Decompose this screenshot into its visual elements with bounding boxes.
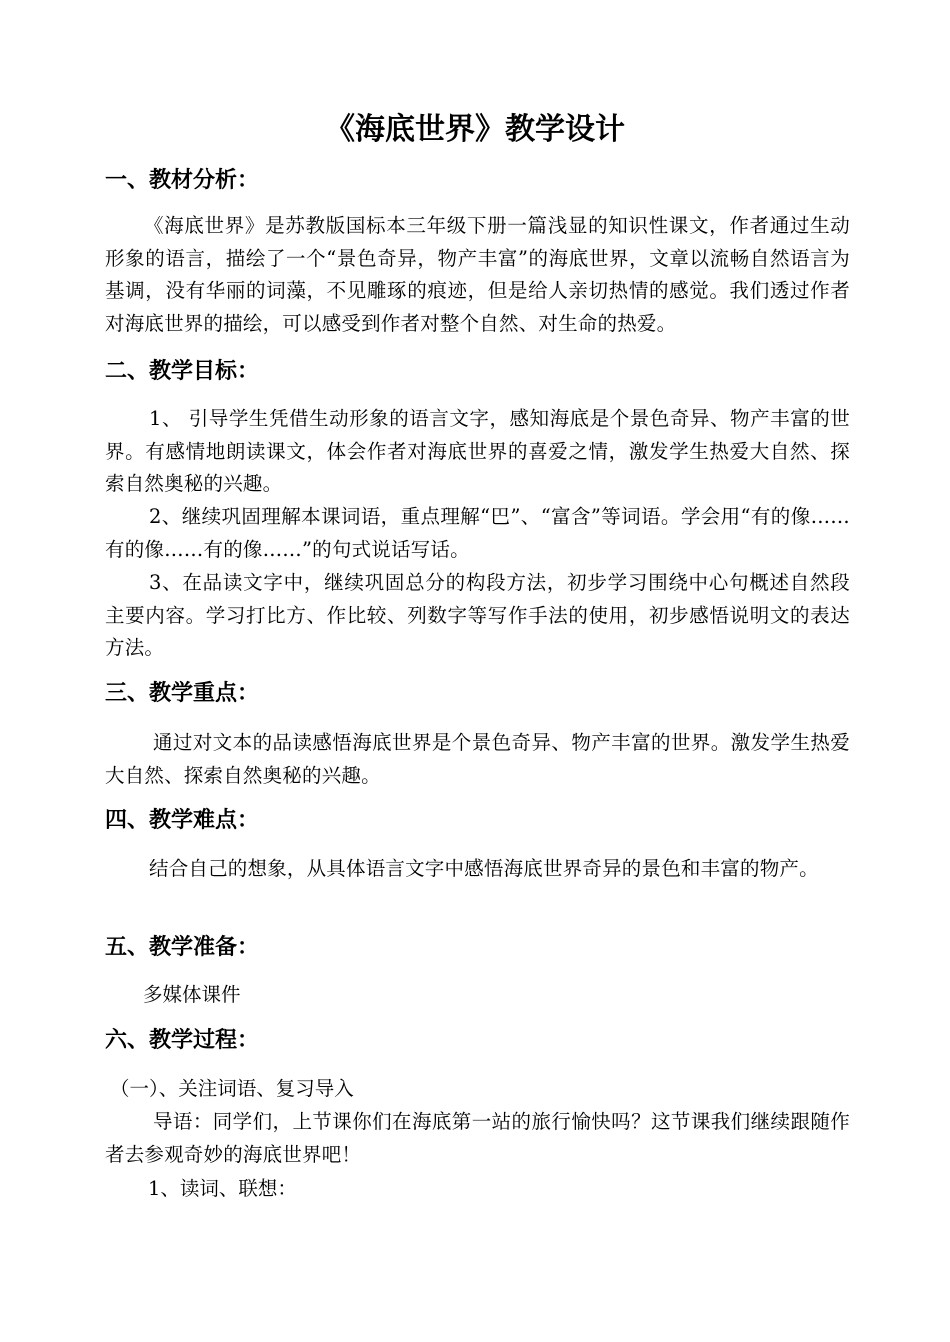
paragraph-goal-3: 3、在品读文字中，继续巩固总分的构段方法，初步学习围绕中心句概述自然段主要内容。学习打比方、作比较、列数字等写作手法的使用，初步感悟说明文的表达方法。	[105, 571, 850, 659]
paragraph-preparation: 多媒体课件	[143, 983, 241, 1006]
paragraph-intro-speech: 导语：同学们，上节课你们在海底第一站的旅行愉快吗？这节课我们继续跟随作者去参观奇妙的海底世界吧！	[105, 1110, 850, 1166]
paragraph-goal-2: 2、继续巩固理解本课词语，重点理解“巴”、“富含”等词语。学会用“有的像……有的像……有的像……”的句式说话写话。	[105, 505, 850, 561]
paragraph-difficulties: 结合自己的想象，从具体语言文字中感悟海底世界奇异的景色和丰富的物产。	[149, 857, 819, 880]
section-heading-key-points: 三、教学重点：	[105, 681, 260, 706]
section-heading-materials-analysis: 一、教材分析：	[105, 168, 260, 193]
section-heading-preparation: 五、教学准备：	[105, 935, 260, 960]
document-title: 《海底世界》教学设计	[325, 112, 625, 147]
section-heading-teaching-process: 六、教学过程：	[105, 1028, 260, 1053]
section-heading-teaching-goals: 二、教学目标：	[105, 359, 260, 384]
subheading-review-intro: （一）、关注词语、复习导入	[110, 1077, 354, 1100]
paragraph-materials-analysis: 《海底世界》是苏教版国标本三年级下册一篇浅显的知识性课文，作者通过生动形象的语言，描绘了一个“景色奇异，物产丰富”的海底世界，文章以流畅自然语言为基调，没有华丽的词藻，不见雕琢的痕迹，但是给人亲切热情的感觉。我们透过作者对海底世界的描绘，可以感受到作者对整个自然、对生命的热爱。	[105, 214, 850, 335]
paragraph-key-points: 通过对文本的品读感悟海底世界是个景色奇异、物产丰富的世界。激发学生热爱大自然、探索自然奥秘的兴趣。	[105, 731, 850, 787]
list-item-read-associate: 1、读词、联想：	[148, 1177, 297, 1200]
section-heading-difficulties: 四、教学难点：	[105, 808, 260, 833]
paragraph-goal-1: 1、 引导学生凭借生动形象的语言文字，感知海底是个景色奇异、物产丰富的世界。有感情地朗读课文，体会作者对海底世界的喜爱之情，激发学生热爱大自然、探索自然奥秘的兴趣。	[105, 407, 850, 495]
